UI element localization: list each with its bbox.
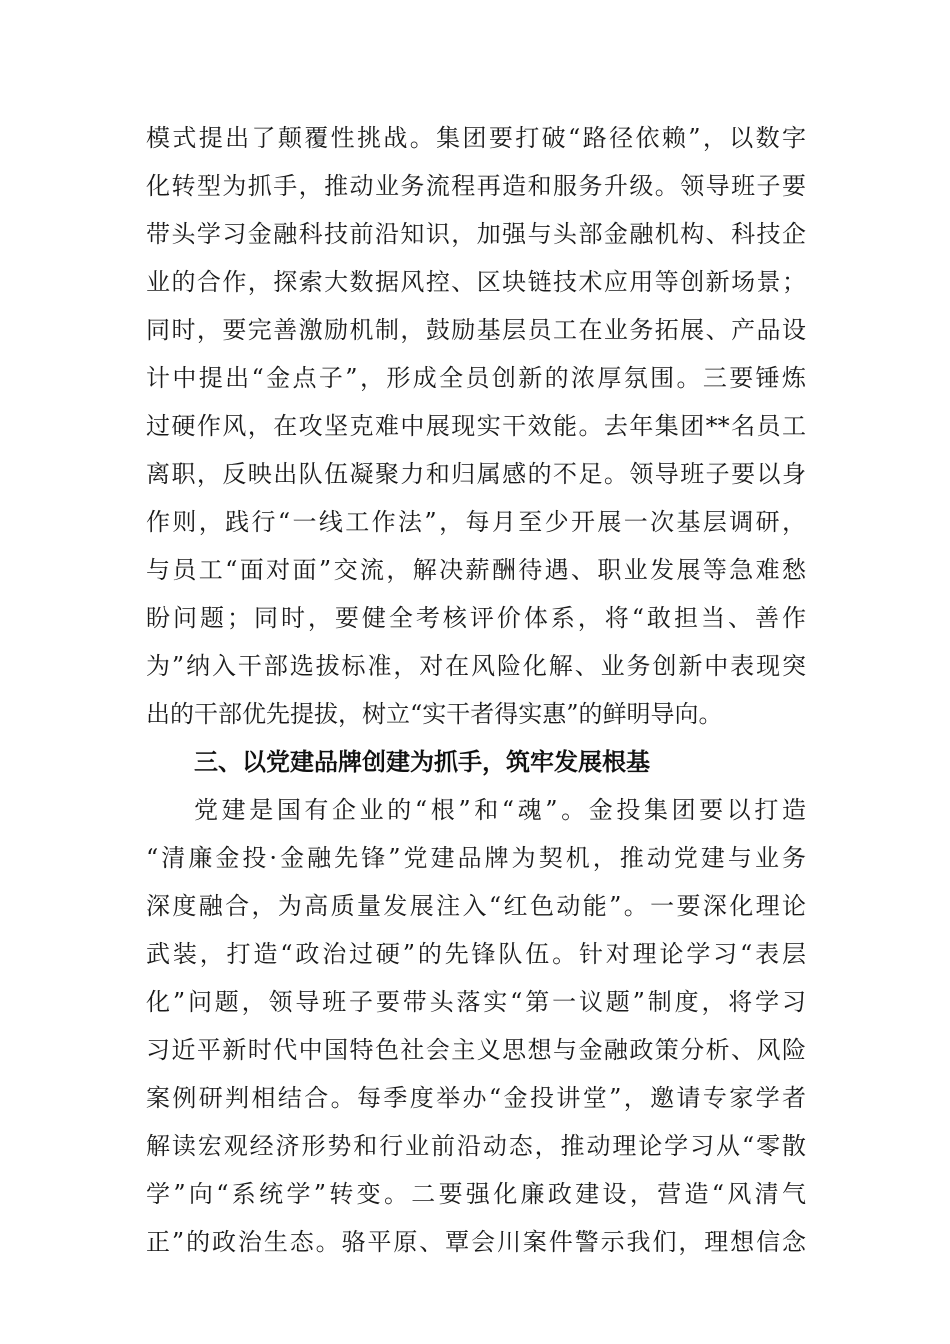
paragraph-2 bbox=[146, 786, 806, 1266]
text-line: 过硬作风，在攻坚克难中展现实干效能。去年集团**名员工 bbox=[146, 412, 806, 440]
text-line: 化”问题，领导班子要带头落实“第一议题”制度，将学习 bbox=[146, 988, 806, 1016]
text-line: 业的合作，探索大数据风控、区块链技术应用等创新场景； bbox=[146, 268, 806, 296]
text-line: 离职，反映出队伍凝聚力和归属感的不足。领导班子要以身 bbox=[146, 460, 806, 488]
text-line: 党建是国有企业的“根”和“魂”。金投集团要以打造 bbox=[194, 796, 806, 824]
text-line: 习近平新时代中国特色社会主义思想与金融政策分析、风险 bbox=[146, 1036, 806, 1064]
text-line: 解读宏观经济形势和行业前沿动态，推动理论学习从“零散 bbox=[146, 1132, 806, 1160]
section-heading: 三、以党建品牌创建为抓手，筑牢发展根基 bbox=[194, 748, 650, 776]
text-line: 同时，要完善激励机制，鼓励基层员工在业务拓展、产品设 bbox=[146, 316, 806, 344]
text-line: “清廉金投·金融先锋”党建品牌为契机，推动党建与业务 bbox=[146, 844, 806, 872]
text-line: 带头学习金融科技前沿知识，加强与头部金融机构、科技企 bbox=[146, 220, 806, 248]
text-line: 案例研判相结合。每季度举办“金投讲堂”，邀请专家学者 bbox=[146, 1084, 806, 1112]
text-line: 盼问题；同时，要健全考核评价体系，将“敢担当、善作 bbox=[146, 604, 806, 632]
text-line: 与员工“面对面”交流，解决薪酬待遇、职业发展等急难愁 bbox=[146, 556, 806, 584]
text-line: 作则，践行“一线工作法”，每月至少开展一次基层调研， bbox=[146, 508, 806, 536]
text-line: 深度融合，为高质量发展注入“红色动能”。一要深化理论 bbox=[146, 892, 806, 920]
text-line: 化转型为抓手，推动业务流程再造和服务升级。领导班子要 bbox=[146, 172, 806, 200]
text-line: 正”的政治生态。骆平原、覃会川案件警示我们，理想信念 bbox=[146, 1228, 806, 1256]
paragraph-1 bbox=[146, 114, 806, 738]
document-body bbox=[146, 114, 806, 1266]
text-line: 模式提出了颠覆性挑战。集团要打破“路径依赖”，以数字 bbox=[146, 124, 806, 152]
text-line: 计中提出“金点子”，形成全员创新的浓厚氛围。三要锤炼 bbox=[146, 364, 806, 392]
text-line: 武装，打造“政治过硬”的先锋队伍。针对理论学习“表层 bbox=[146, 940, 806, 968]
text-line: 学”向“系统学”转变。二要强化廉政建设，营造“风清气 bbox=[146, 1180, 806, 1208]
text-line: 为”纳入干部选拔标准，对在风险化解、业务创新中表现突 bbox=[146, 652, 806, 680]
text-line: 出的干部优先提拔，树立“实干者得实惠”的鲜明导向。 bbox=[146, 700, 723, 728]
